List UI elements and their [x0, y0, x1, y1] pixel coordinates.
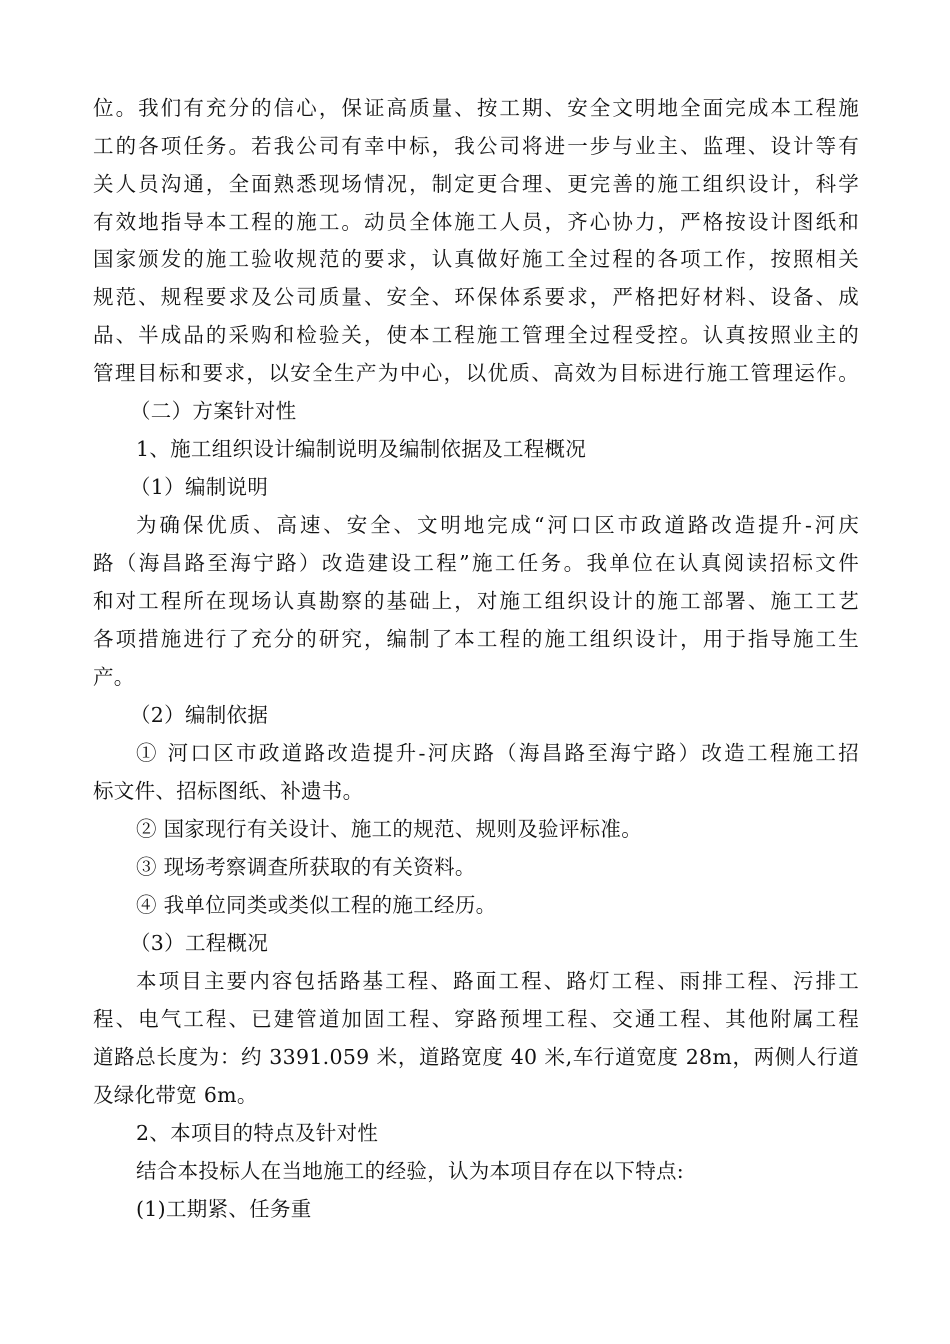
section-heading: （二）方案针对性: [130, 399, 297, 423]
paragraph-line: 关人员沟通，全面熟悉现场情况，制定更合理、更完善的施工组织设计，科学: [93, 172, 859, 196]
paragraph-line: 道路总长度为：约 3391.059 米，道路宽度 40 米,车行道宽度 28m，两侧人行道: [93, 1045, 859, 1069]
list-item-continuation: 标文件、招标图纸、补遗书。: [93, 779, 364, 803]
subsection-heading: 1、施工组织设计编制说明及编制依据及工程概况: [136, 437, 587, 461]
list-item: ① 河口区市政道路改造提升-河庆路（海昌路至海宁路）改造工程施工招: [136, 741, 859, 765]
item-heading: （3）工程概况: [130, 931, 269, 955]
paragraph-line: 有效地指导本工程的施工。动员全体施工人员，齐心协力，严格按设计图纸和: [93, 210, 859, 234]
paragraph-line: 程、电气工程、已建管道加固工程、穿路预埋工程、交通工程、其他附属工程: [93, 1007, 859, 1031]
paragraph-line: 管理目标和要求，以安全生产为中心，以优质、高效为目标进行施工管理运作。: [93, 361, 859, 385]
paragraph-line: 各项措施进行了充分的研究，编制了本工程的施工组织设计，用于指导施工生: [93, 627, 859, 651]
paragraph-line: 和对工程所在现场认真勘察的基础上，对施工组织设计的施工部署、施工工艺: [93, 589, 859, 613]
paragraph-line: 结合本投标人在当地施工的经验，认为本项目存在以下特点:: [136, 1159, 685, 1183]
subsection-heading: 2、本项目的特点及针对性: [136, 1121, 379, 1145]
item-heading: （1）编制说明: [130, 475, 269, 499]
paragraph-line: 为确保优质、高速、安全、文明地完成“河口区市政道路改造提升-河庆: [136, 513, 859, 537]
paragraph-line: 位。我们有充分的信心，保证高质量、按工期、安全文明地全面完成本工程施: [93, 96, 859, 120]
paragraph-line: 国家颁发的施工验收规范的要求，认真做好施工全过程的各项工作，按照相关: [93, 247, 859, 271]
list-item: ② 国家现行有关设计、施工的规范、规则及验评标准。: [136, 817, 643, 841]
paragraph-line: 工的各项任务。若我公司有幸中标，我公司将进一步与业主、监理、设计等有: [93, 134, 859, 158]
paragraph-line: 及绿化带宽 6m。: [93, 1083, 258, 1107]
item-heading: (1)工期紧、任务重: [136, 1197, 312, 1221]
list-item: ④ 我单位同类或类似工程的施工经历。: [136, 893, 497, 917]
paragraph-line: 规范、规程要求及公司质量、安全、环保体系要求，严格把好材料、设备、成: [93, 285, 859, 309]
paragraph-line: 本项目主要内容包括路基工程、路面工程、路灯工程、雨排工程、污排工: [136, 969, 859, 993]
item-heading: （2）编制依据: [130, 703, 269, 727]
paragraph-line: 品、半成品的采购和检验关，使本工程施工管理全过程受控。认真按照业主的: [93, 323, 859, 347]
list-item: ③ 现场考察调查所获取的有关资料。: [136, 855, 476, 879]
paragraph-line: 产。: [93, 665, 135, 689]
paragraph-line: 路（海昌路至海宁路）改造建设工程”施工任务。我单位在认真阅读招标文件: [93, 551, 859, 575]
